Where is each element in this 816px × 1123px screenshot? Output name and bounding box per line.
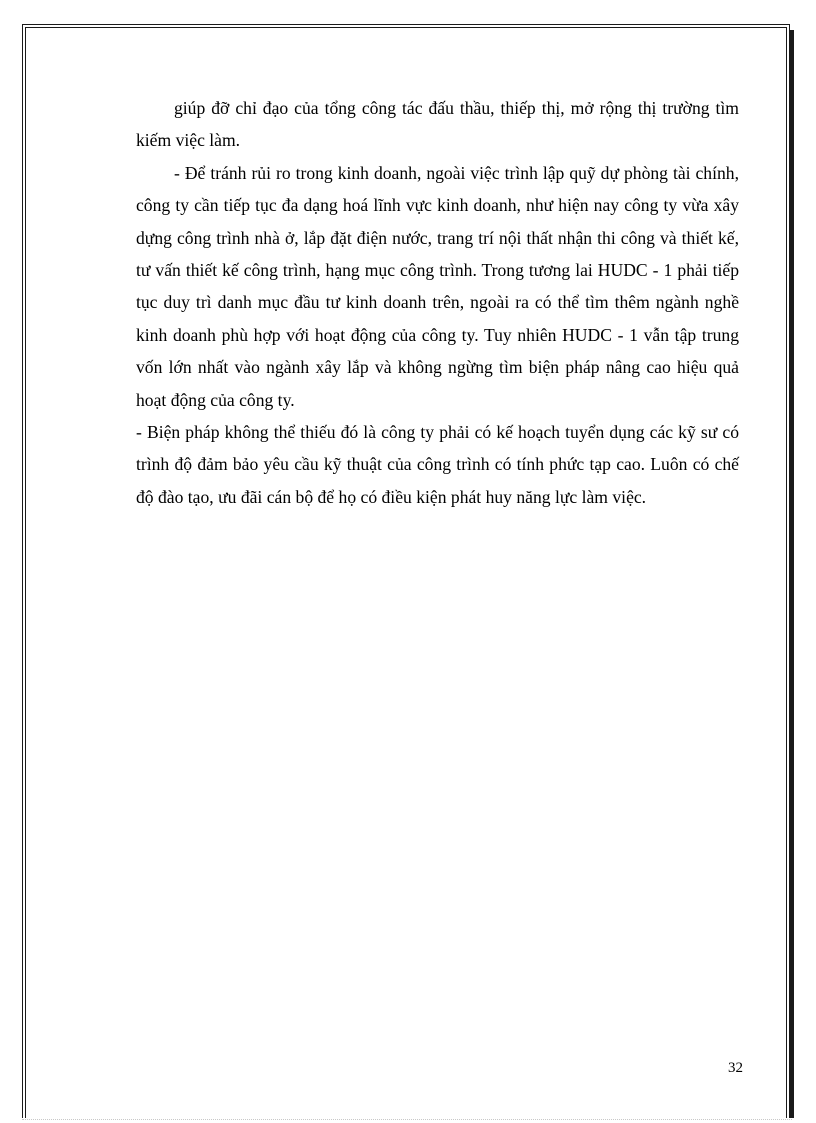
paragraph-continuation: giúp đỡ chỉ đạo của tổng công tác đấu thầu, thiếp thị, mở rộng thị trường tìm kiếm việc làm. <box>136 98 739 151</box>
paragraph-risk-diversification: - Để tránh rủi ro trong kinh doanh, ngoài việc trình lập quỹ dự phòng tài chính, công ty cần tiếp tục đa dạng hoá lĩnh vực kinh doanh, như hiện nay công ty vừa xây dựng công trình nhà ở, lắp đặt điện nước, trang trí nội thất nhận thi công và thiết kế, tư vấn thiết kế công trình, hạng mục công trình. Trong tương lai HUDC - 1 phải tiếp tục duy trì danh mục đầu tư kinh doanh trên, ngoài ra có thể tìm thêm ngành nghề kinh doanh phù hợp với hoạt động của công ty. Tuy nhiên HUDC - 1 vẫn tập trung vốn lớn nhất vào ngành xây lắp và không ngừng tìm biện pháp nâng cao hiệu quả hoạt động của công ty. <box>136 162 739 410</box>
document-body <box>136 92 739 513</box>
page-bottom-divider <box>22 1119 792 1120</box>
paragraph-recruitment: - Biện pháp không thể thiếu đó là công ty phải có kế hoạch tuyển dụng các kỹ sư có trình độ đảm bảo yêu cầu kỹ thuật của công trình có tính phức tạp cao. Luôn có chế độ đào tạo, ưu đãi cán bộ để họ có điều kiện phát huy năng lực làm việc. <box>136 422 739 507</box>
page-number: 32 <box>728 1060 743 1076</box>
page-border-shadow <box>790 30 794 1118</box>
